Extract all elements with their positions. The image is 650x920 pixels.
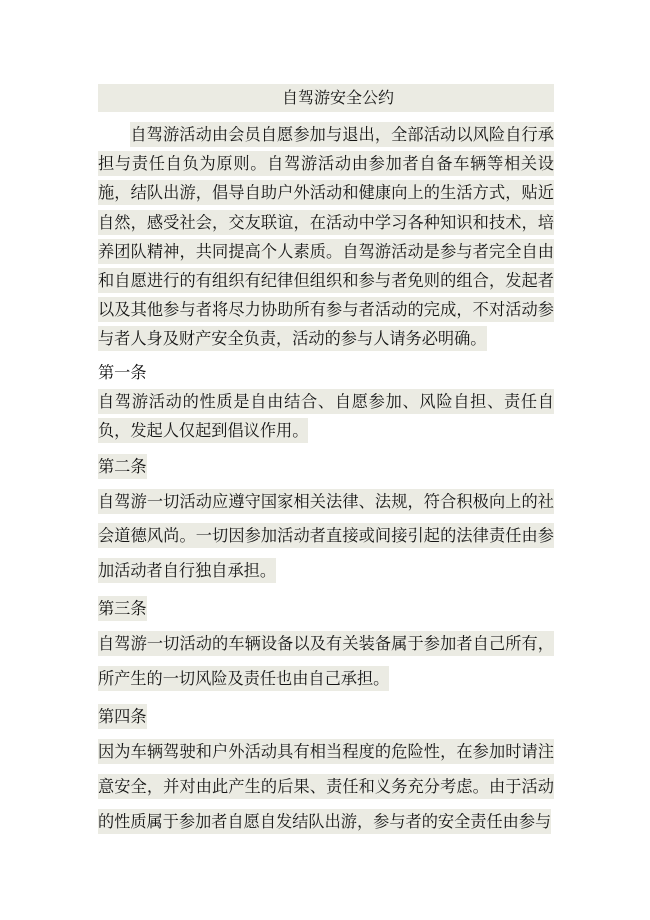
clause-3-body: [98, 627, 554, 696]
document-title: 自驾游安全公约: [281, 88, 394, 107]
document-page: [98, 84, 554, 840]
clause-2-body: [98, 485, 554, 589]
intro-text: 自驾游活动由会员自愿参加与退出，全部活动以风险自行承担与责任自负为原则。自驾游活动由参加者自备车辆等相关设施，结队出游，倡导自助户外活动和健康向上的生活方式，贴近自然，感受社会，交友联谊，在活动中学习各种知识和技术，培养团队精神，共同提高个人素质。自驾游活动是参与者完全自由和自愿进行的有组织有纪律但组织和参与者免则的组合，发起者以及其他参与者将尽力协助所有参与者活动的完成，不对活动参与者人身及财产安全负责，活动的参与人请务必明确。: [98, 122, 554, 351]
clause-3-heading: [98, 594, 554, 623]
clause-4-text: 因为车辆驾驶和户外活动具有相当程度的危险性，在参加时请注意安全，并对由此产生的后果、责任和义务充分考虑。由于活动的性质属于参加者自愿自发结队出游，参与者的安全责任由参与: [98, 739, 554, 834]
clause-3-text: 自驾游一切活动的车辆设备以及有关装备属于参加者自己所有，所产生的一切风险及责任也由自己承担。: [98, 631, 554, 691]
clause-2-heading-text: 第二条: [98, 454, 147, 479]
clause-1-text: 自驾游活动的性质是自由结合、自愿参加、风险自担、责任自负，发起人仅起到倡议作用。: [98, 389, 554, 444]
clause-3-heading-text: 第三条: [98, 596, 147, 621]
clause-1-heading-text: 第一条: [98, 362, 147, 382]
clause-4-body: [98, 735, 554, 839]
clause-4-heading-text: 第四条: [98, 704, 147, 729]
clause-1-heading: [98, 358, 554, 387]
clause-2-heading: [98, 452, 554, 481]
intro-paragraph: [98, 120, 554, 354]
clause-1-body: [98, 387, 554, 446]
clause-2-text: 自驾游一切活动应遵守国家相关法律、法规，符合积极向上的社会道德风尚。一切因参加活动者直接或间接引起的法律责任由参加活动者自行独自承担。: [98, 489, 554, 583]
clause-4-heading: [98, 702, 554, 731]
document-title-line: [98, 84, 554, 112]
